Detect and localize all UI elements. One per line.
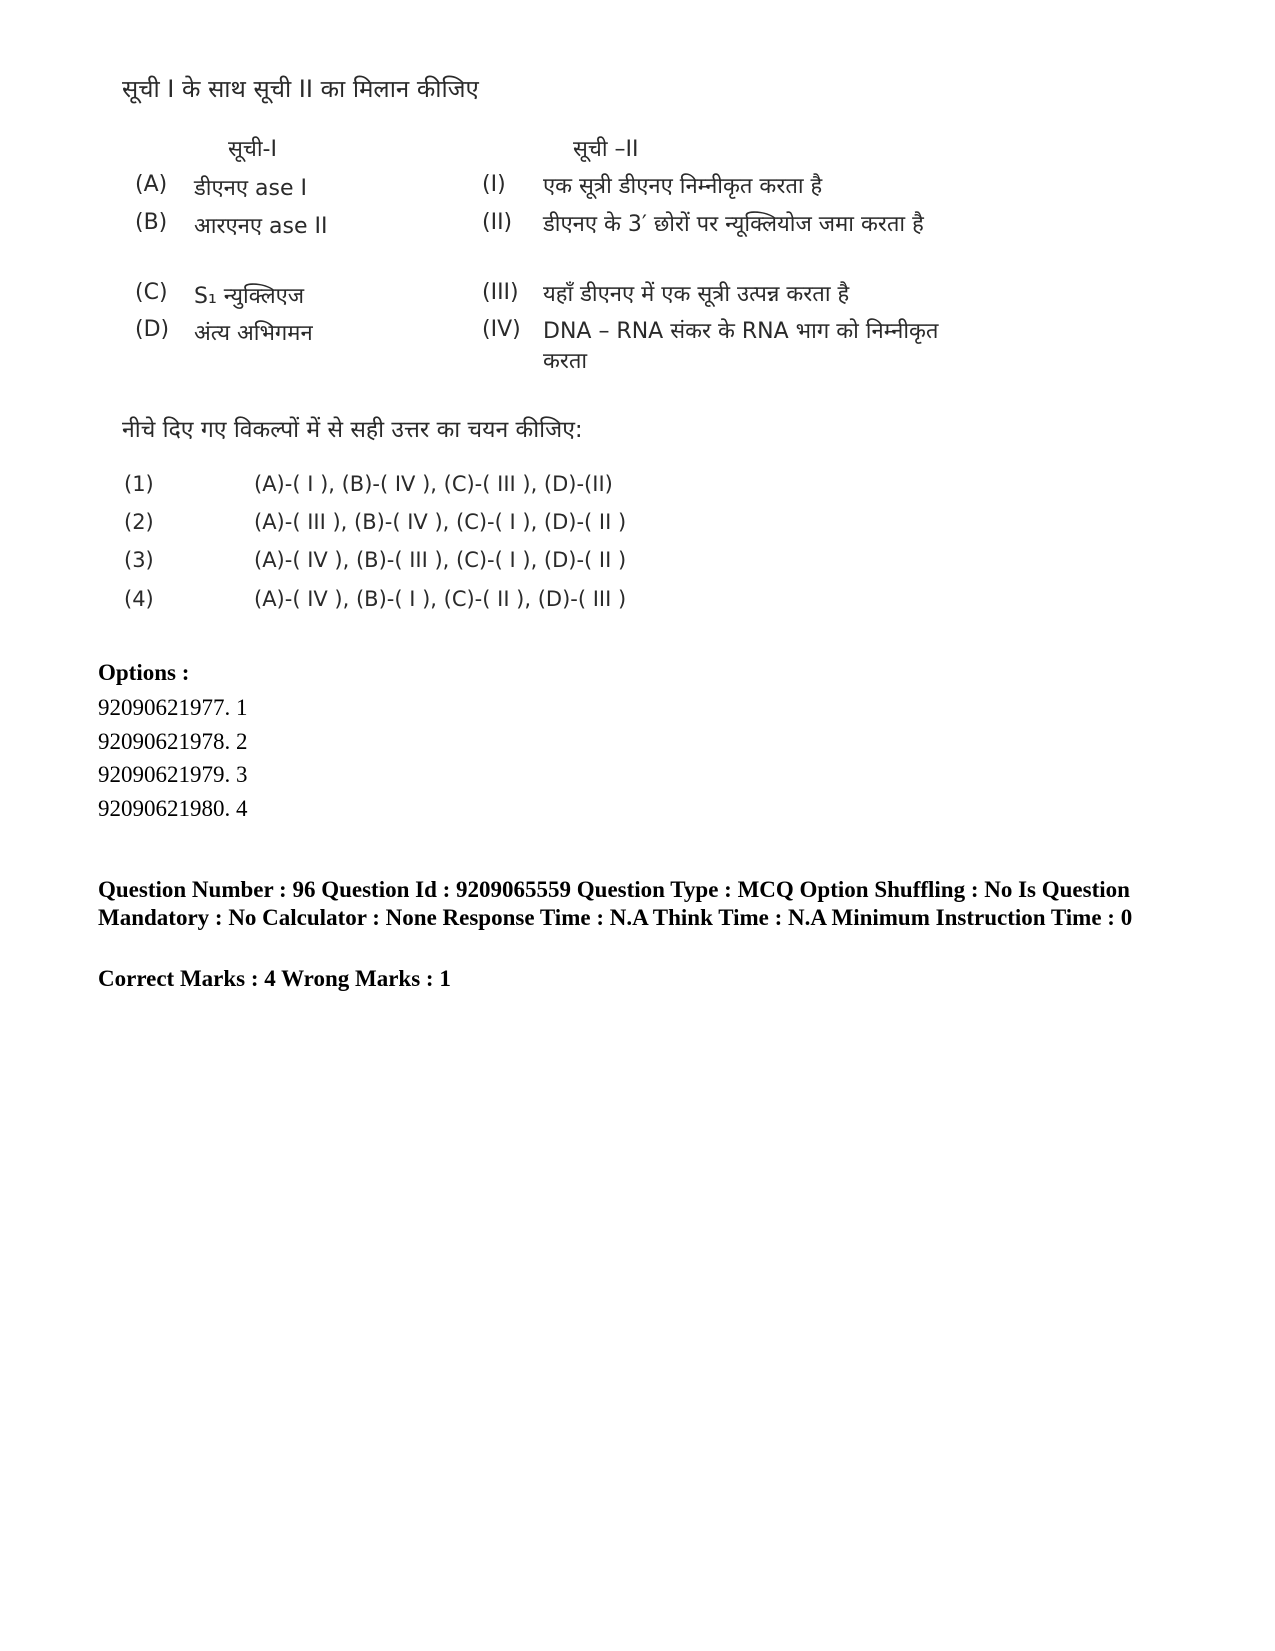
choice-value: (A)-( IV ), (B)-( III ), (C)-( I ), (D)-( II ) (254, 548, 627, 572)
list-2-item: DNA – RNA संकर के RNA भाग को निम्नीकृत करता (543, 319, 939, 374)
list-1-label: (D) (135, 317, 170, 342)
list-2-item: यहाँ डीएनए में एक सूत्री उत्पन्न करता है (543, 282, 850, 307)
choice-number: (1) (124, 472, 154, 496)
options-title: Options : (98, 660, 190, 685)
list-1-item: आरएनए ase II (194, 214, 328, 239)
option-line-1: 92090621977. 1 (98, 695, 248, 720)
choice-value: (A)-( I ), (B)-( IV ), (C)-( III ), (D)-(II) (254, 472, 613, 496)
list-1-item: S₁ न्युक्लिएज (194, 284, 305, 309)
list-1-item: अंत्य अभिगमन (194, 321, 313, 346)
list-2-item: डीएनए के 3′ छोरों पर न्यूक्लियोज जमा करता है (543, 212, 924, 237)
list-1-label: (C) (135, 280, 168, 305)
option-line-4: 92090621980. 4 (98, 796, 248, 821)
option-line-3: 92090621979. 3 (98, 762, 248, 787)
list-1-heading: सूची-I (228, 137, 277, 162)
list-2-label: (IV) (482, 317, 521, 342)
question-meta: Question Number : 96 Question Id : 9209065559 Question Type : MCQ Option Shuffling : No Is Question Mandatory : No Calculator : None Response Time : N.A Think Time : N.A Minimum Instruction Time : 0 (98, 877, 1133, 930)
choose-prompt: नीचे दिए गए विकल्पों में से सही उत्तर का चयन कीजिए: (122, 417, 583, 443)
option-line-2: 92090621978. 2 (98, 729, 248, 754)
list-1-label: (B) (135, 210, 168, 235)
list-2-label: (I) (482, 172, 506, 197)
list-1-label: (A) (135, 172, 168, 197)
list-2-item: एक सूत्री डीएनए निम्नीकृत करता है (543, 174, 823, 199)
list-2-label: (II) (482, 210, 513, 235)
choice-number: (3) (124, 548, 154, 572)
list-2-label: (III) (482, 280, 519, 305)
choice-number: (2) (124, 510, 154, 534)
list-1-item: डीएनए ase I (194, 176, 307, 201)
list-2-heading: सूची –II (573, 137, 639, 162)
choice-number: (4) (124, 587, 154, 611)
question-intro: सूची I के साथ सूची II का मिलान कीजिए (122, 75, 479, 103)
question-marks: Correct Marks : 4 Wrong Marks : 1 (98, 966, 451, 991)
choice-value: (A)-( III ), (B)-( IV ), (C)-( I ), (D)-( II ) (254, 510, 627, 534)
choice-value: (A)-( IV ), (B)-( I ), (C)-( II ), (D)-( III ) (254, 587, 627, 611)
